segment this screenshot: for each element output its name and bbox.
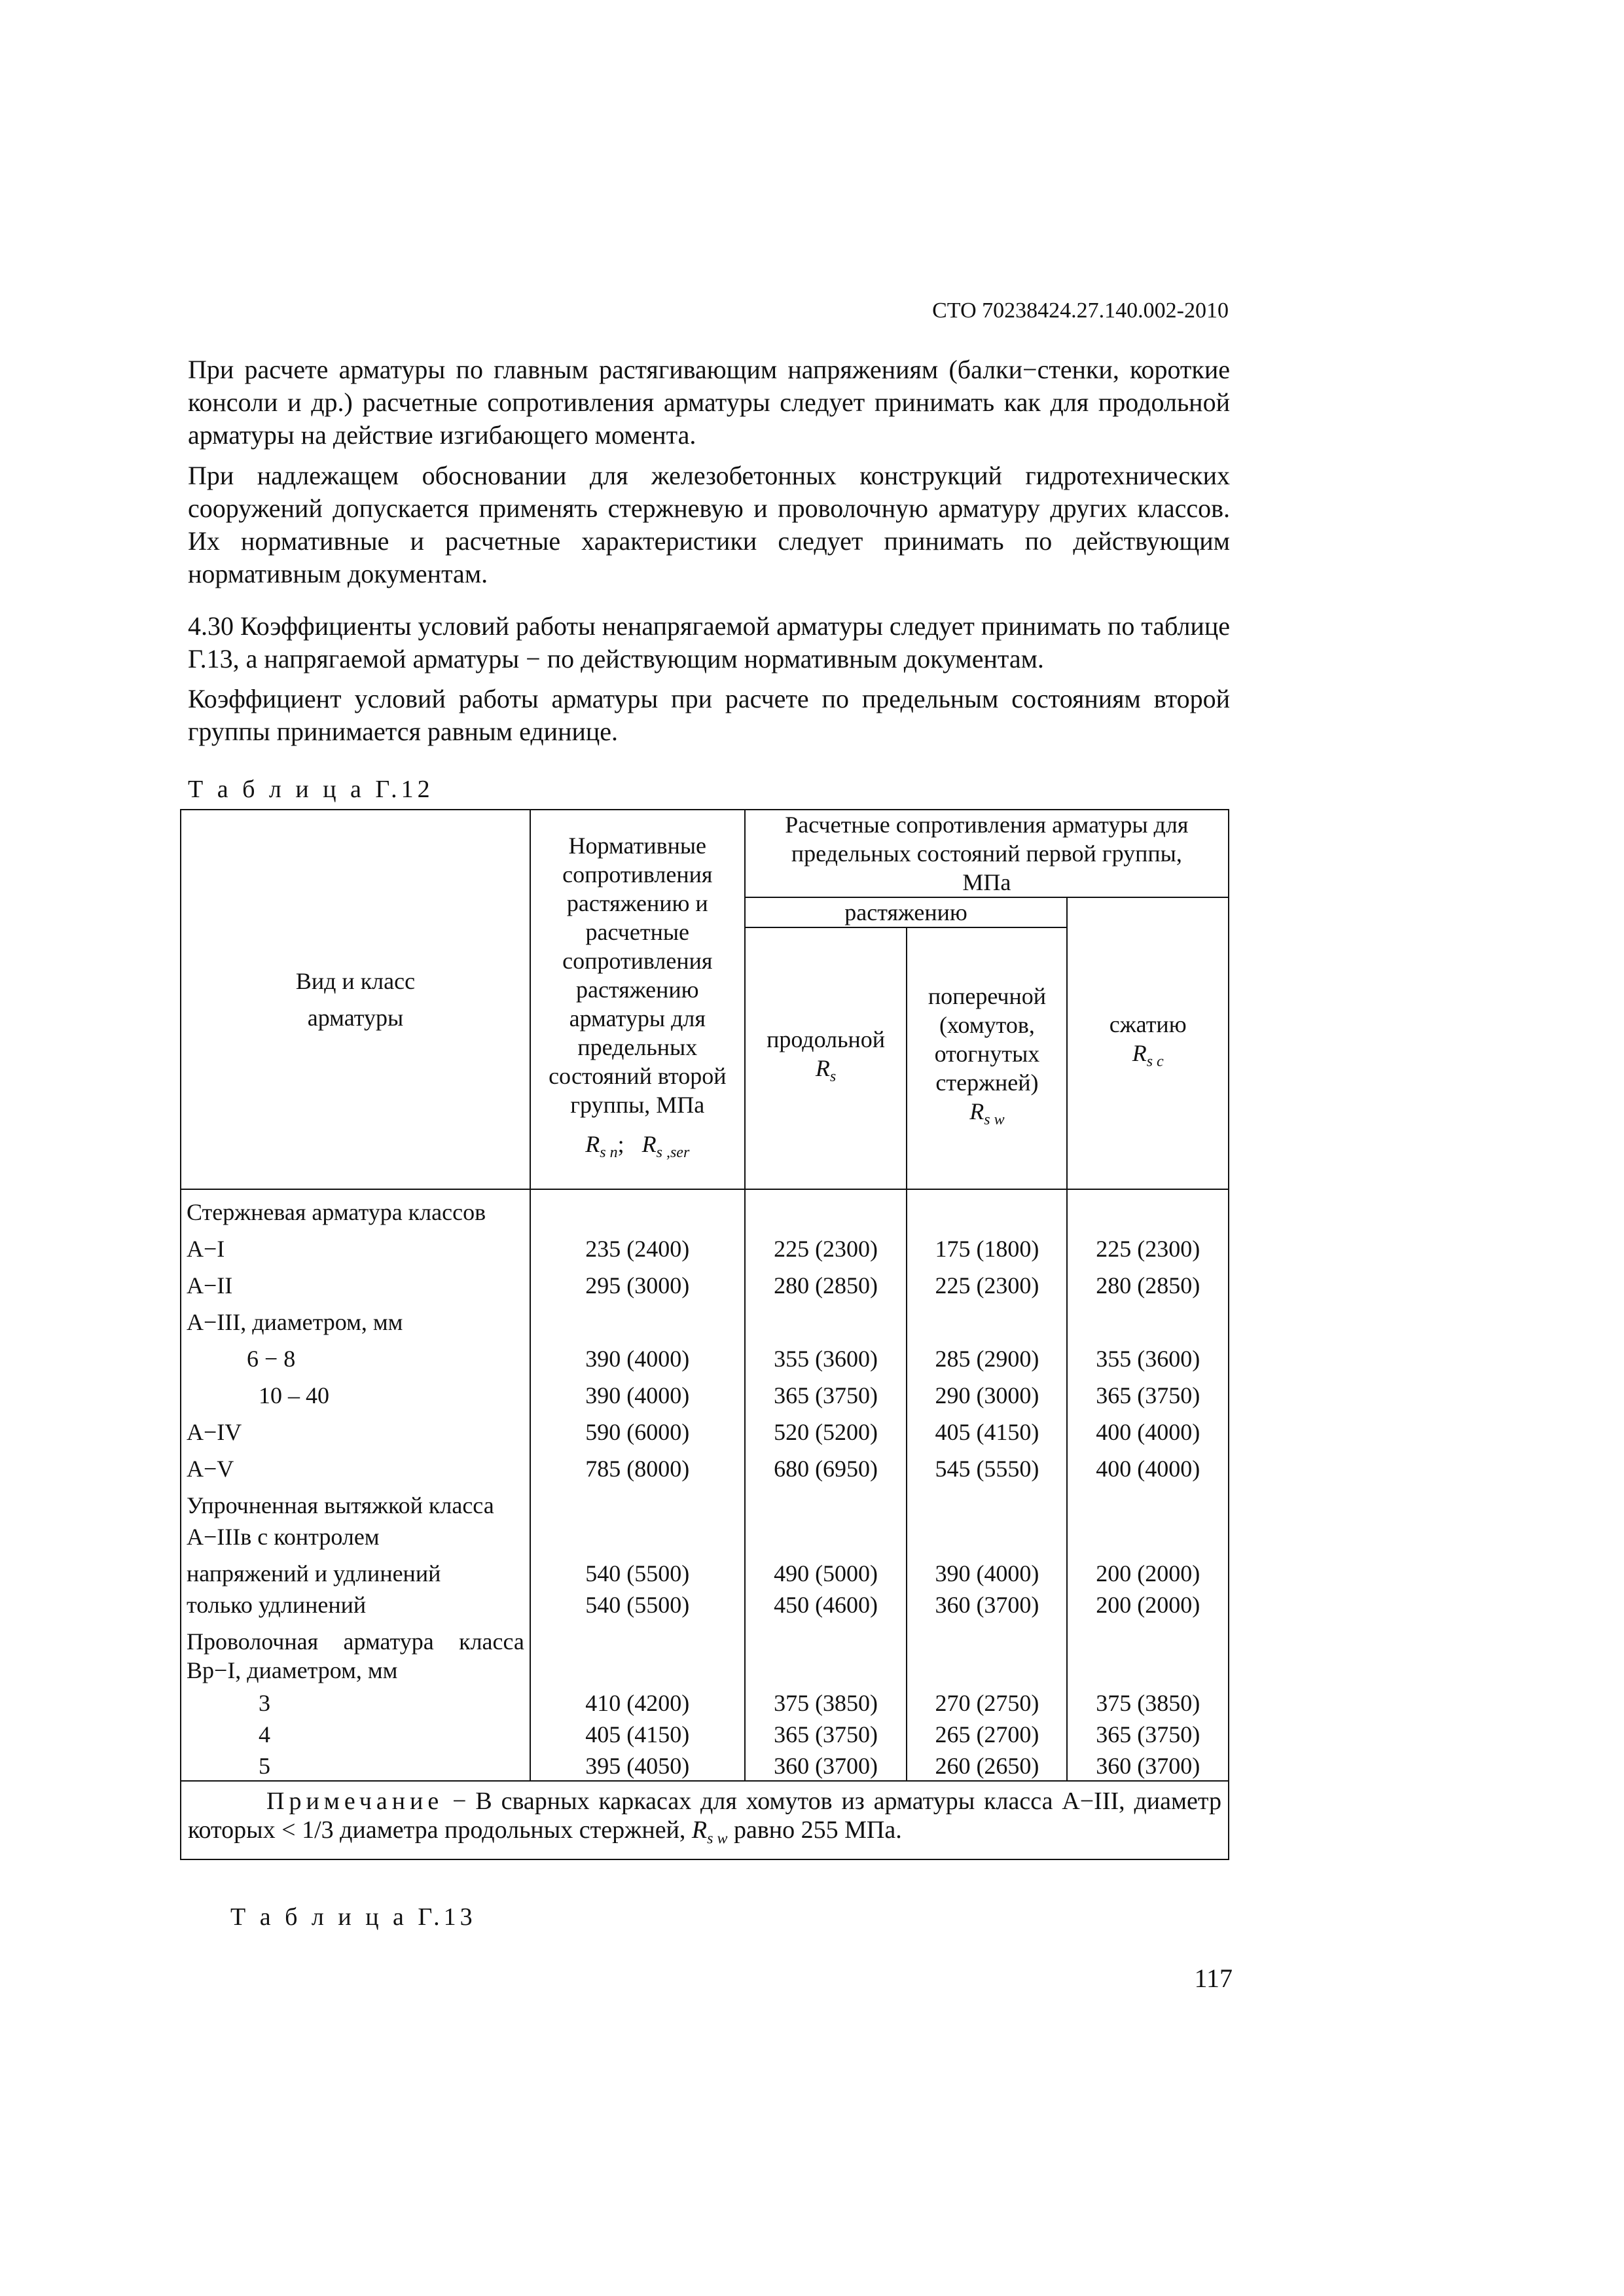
table-row: А−V 785 (8000) 680 (6950) 545 (5550) 400 (4000) <box>181 1446 1229 1483</box>
header-tension: растяжению <box>745 897 1068 927</box>
table-row: 10 – 40 390 (4000) 365 (3750) 290 (3000) 365 (3750) <box>181 1373 1229 1410</box>
header-transverse: поперечной (хомутов, отогнутых стержней) $R_{s w}$ <box>907 927 1067 1189</box>
paragraph-1: При расчете арматуры по главным растягивающим напряжениям (балки−стенки, короткие консоли и др.) расчетные сопротивления арматуры следует принимать как для продольной арматуры на действие изгибающего момента. <box>188 355 1230 450</box>
table-row: А−III, диаметром, мм <box>181 1300 1229 1336</box>
header-normative: Нормативные сопротивления растяжению и расчетные сопротивления растяжению арматуры для предельных состояний второй группы, МПа $R_{s n}$; $R_{s ,ser}$ <box>530 810 745 1189</box>
page-number: 117 <box>1194 1964 1233 1993</box>
header-compression: сжатию $R_{s c}$ <box>1067 897 1229 1189</box>
note-label: Примечание <box>266 1787 444 1815</box>
header-type-class: Вид и класс арматуры <box>181 810 530 1189</box>
table-row: 4 405 (4150) 365 (3750) 265 (2700) 365 (3750) <box>181 1717 1229 1749</box>
table-row: А−IV 590 (6000) 520 (5200) 405 (4150) 400 (4000) <box>181 1410 1229 1446</box>
table-row: А−II 295 (3000) 280 (2850) 225 (2300) 280 (2850) <box>181 1263 1229 1300</box>
table-row: А−IIIв с контролем <box>181 1520 1229 1551</box>
table-row: 3 410 (4200) 375 (3850) 270 (2750) 375 (3850) <box>181 1685 1229 1717</box>
table-row: Проволочная арматура класса Вр−I, диаметром, мм <box>181 1619 1229 1685</box>
table-row: напряжений и удлинений 540 (5500) 490 (5000) 390 (4000) 200 (2000) <box>181 1551 1229 1588</box>
table-row: только удлинений 540 (5500) 450 (4600) 360 (3700) 200 (2000) <box>181 1588 1229 1619</box>
table-row: А−I 235 (2400) 225 (2300) 175 (1800) 225 (2300) <box>181 1227 1229 1263</box>
header-normative-symbols: $R_{s n}$; $R_{s ,ser}$ <box>585 1131 690 1162</box>
table-note-row <box>181 1781 1229 1859</box>
header-design: Расчетные сопротивления арматуры для предельных состояний первой группы, МПа <box>745 810 1229 897</box>
table-row: Стержневая арматура классов <box>181 1189 1229 1227</box>
note-symbol: $R_{s w}$ <box>691 1816 728 1848</box>
table-row: 6 − 8 390 (4000) 355 (3600) 285 (2900) 355 (3600) <box>181 1336 1229 1373</box>
table-note: Примечание − В сварных каркасах для хомутов из арматуры класса А−III, диаметр которых < 1/3 диаметра продольных стержней, $R_{s w}$ равно 255 МПа. <box>181 1781 1229 1859</box>
table-13-caption: Т а б л и ц а Г.13 <box>230 1903 477 1931</box>
header-longitudinal: продольной $R_s$ <box>745 927 907 1189</box>
table-row: Упрочненная вытяжкой класса <box>181 1483 1229 1520</box>
document-code: СТО 70238424.27.140.002-2010 <box>932 298 1229 323</box>
paragraph-2: При надлежащем обосновании для железобетонных конструкций гидротехнических сооружений допускается применять стержневую и проволочную арматуру других классов. Их нормативные и расчетные характеристики следует принимать по действующим нормативным документам. <box>188 461 1230 588</box>
table-row: 5 395 (4050) 360 (3700) 260 (2650) 360 (3700) <box>181 1749 1229 1781</box>
paragraph-4: Коэффициент условий работы арматуры при расчете по предельным состояниям второй группы принимается равным единице. <box>188 684 1230 746</box>
table-12 <box>180 809 1229 1860</box>
paragraph-3: 4.30 Коэффициенты условий работы ненапрягаемой арматуры следует принимать по таблице Г.13, а напрягаемой арматуры − по действующим нормативным документам. <box>188 611 1230 673</box>
table-12-caption: Т а б л и ц а Г.12 <box>188 776 434 803</box>
